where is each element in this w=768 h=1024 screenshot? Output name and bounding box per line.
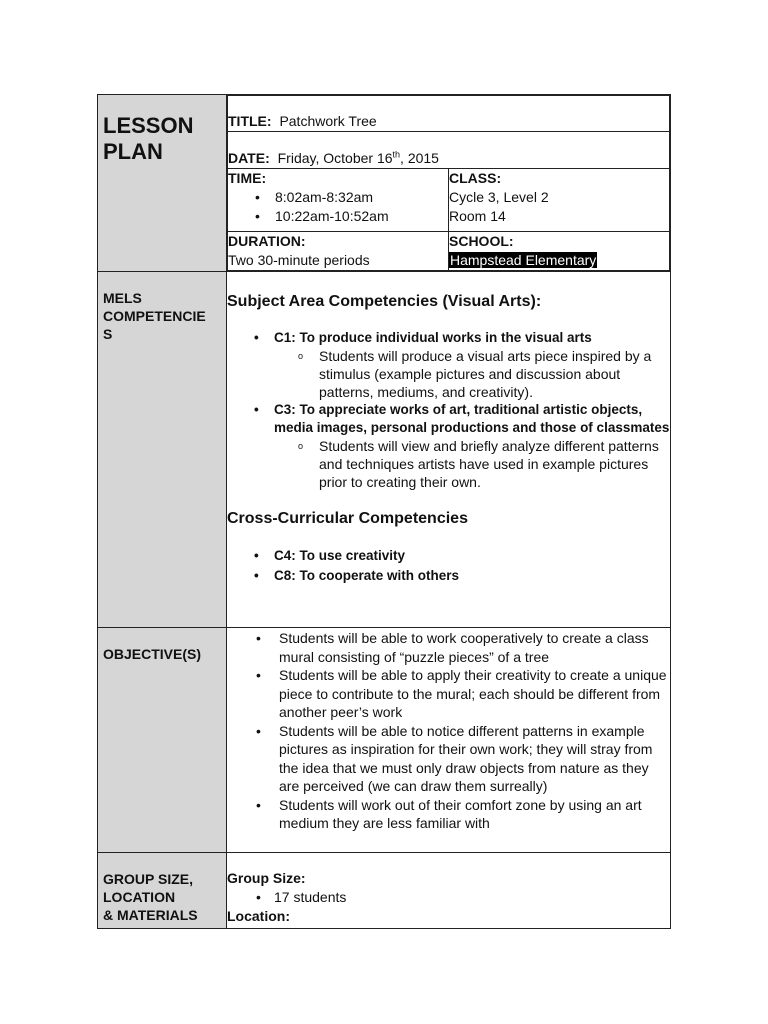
- group-label-line3: & MATERIALS: [103, 907, 198, 923]
- duration-cell: [228, 232, 449, 271]
- group-label-line2: LOCATION: [103, 889, 176, 905]
- header-details-cell: [227, 95, 671, 272]
- mels-label-cell: [98, 272, 227, 628]
- date-value: Friday, October 16th, 2015: [277, 149, 439, 166]
- objectives-label-cell: [98, 628, 227, 853]
- objective-item: • Students will be able to work cooperatively to create a class mural consisting of “puzzle pieces” of a tree: [227, 629, 670, 666]
- date-label: DATE:: [228, 150, 270, 166]
- objective-item: • Students will be able to notice different patterns in example pictures as inspiration for their own work; they will stray from the idea that we must only draw objects from nature as they are perceived (we can draw them surreally): [227, 722, 670, 796]
- duration-value: Two 30-minute periods: [228, 252, 370, 268]
- lesson-plan-label-cell: [98, 95, 227, 272]
- location-label: Location:: [227, 908, 290, 924]
- class-cell: [449, 169, 670, 232]
- time-cell: [228, 169, 449, 232]
- school-label: SCHOOL:: [449, 233, 514, 249]
- group-size-label: Group Size:: [227, 870, 306, 886]
- title-row: [228, 96, 670, 132]
- mels-label-line2: COMPETENCIE: [103, 308, 206, 324]
- competency-c8: • C8: To cooperate with others: [227, 566, 670, 586]
- group-label-cell: [98, 853, 227, 929]
- cross-curricular-heading: Cross-Curricular Competencies: [227, 510, 468, 527]
- mels-label-line1: MELS: [103, 290, 142, 306]
- school-value: Hampstead Elementary: [450, 252, 597, 268]
- time-item: • 8:02am-8:32am: [228, 188, 448, 207]
- group-size-value: • 17 students: [227, 888, 670, 907]
- mels-label-line3: S: [103, 326, 113, 342]
- header-details: [227, 95, 670, 271]
- objective-item: • Students will work out of their comfort zone by using an art medium they are less familiar with: [227, 796, 670, 833]
- lesson-plan-table: [97, 94, 671, 929]
- title-label: TITLE:: [228, 113, 272, 129]
- subject-area-heading: Subject Area Competencies (Visual Arts):: [227, 293, 542, 310]
- c1-sub-list: [227, 347, 670, 401]
- class-value: Cycle 3, Level 2: [449, 189, 549, 205]
- group-size-list: [227, 888, 670, 907]
- school-cell: [449, 232, 670, 271]
- class-label: CLASS:: [449, 170, 502, 186]
- time-list: [228, 188, 448, 226]
- subject-competency-list: [227, 329, 670, 347]
- room-value: Room 14: [449, 208, 506, 224]
- mels-content-cell: [227, 272, 671, 628]
- competency-c3: • C3: To appreciate works of art, traditional artistic objects, media images, personal productions and those of classmates: [227, 401, 670, 437]
- objectives-label: OBJECTIVE(S): [103, 646, 202, 662]
- cross-competency-list: [227, 546, 670, 586]
- lesson-plan-title-line2: PLAN: [103, 139, 163, 164]
- group-label-line1: GROUP SIZE,: [103, 871, 193, 887]
- date-row: [228, 132, 670, 169]
- c3-sub-item: o Students will view and briefly analyze different patterns and techniques artists have used in example pictures prior to creating their own.: [227, 437, 670, 491]
- objectives-list: [227, 629, 670, 833]
- time-item: • 10:22am-10:52am: [228, 207, 448, 226]
- duration-label: DURATION:: [228, 233, 306, 249]
- c1-sub-item: o Students will produce a visual arts piece inspired by a stimulus (example pictures and discussion about patterns, mediums, and creativity).: [227, 347, 670, 401]
- title-value: Patchwork Tree: [279, 113, 377, 129]
- c3-sub-list: [227, 437, 670, 491]
- lesson-plan-title: [98, 95, 226, 165]
- competency-c1: • C1: To produce individual works in the visual arts: [227, 329, 670, 347]
- objective-item: • Students will be able to apply their creativity to create a unique piece to contribute to the mural; each should be different from another peer’s work: [227, 666, 670, 722]
- subject-competency-list-2: [227, 401, 670, 437]
- competency-c4: • C4: To use creativity: [227, 546, 670, 566]
- group-content-cell: [227, 853, 671, 929]
- time-label: TIME:: [228, 170, 267, 186]
- lesson-plan-title-line1: LESSON: [103, 113, 194, 138]
- objectives-content-cell: [227, 628, 671, 853]
